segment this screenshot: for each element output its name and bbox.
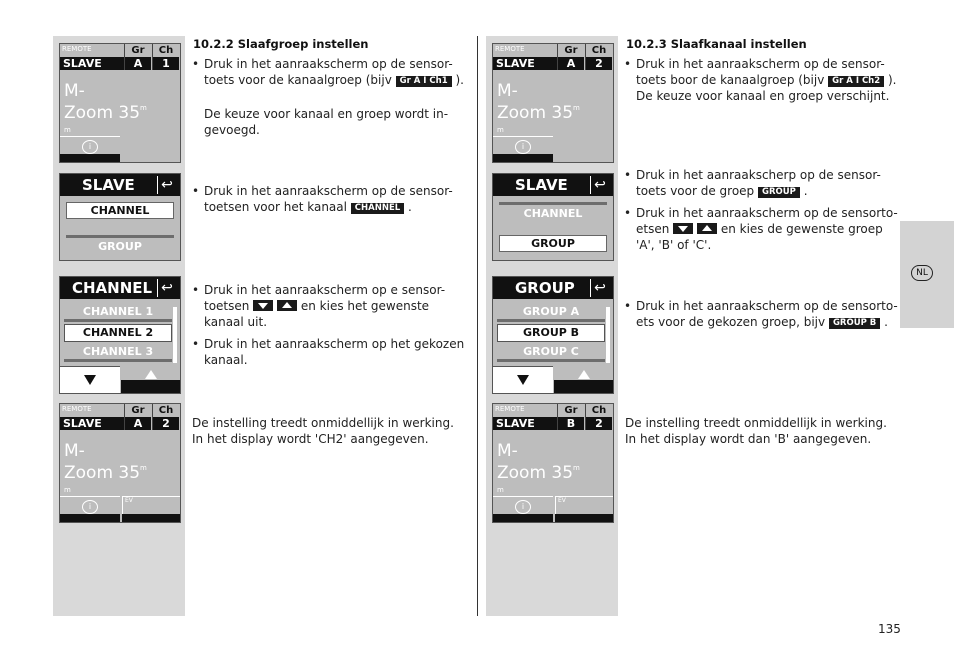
down-arrow-icon — [673, 223, 693, 234]
list-item-group-b[interactable]: GROUP B — [497, 324, 605, 342]
mm-top: m — [573, 104, 580, 112]
text: toetsen — [204, 299, 250, 313]
softkey-bar — [122, 514, 180, 522]
instruction-step-4 — [192, 336, 489, 368]
menu-item-channel[interactable]: CHANNEL — [66, 202, 174, 219]
key-chip: Gr A I Ch2 — [828, 76, 884, 87]
text: toets voor de groep — [636, 184, 755, 198]
group-value: A — [125, 417, 151, 430]
back-icon[interactable]: ↩ — [590, 279, 609, 297]
text: In het display wordt dan 'B' aangegeven. — [625, 432, 872, 446]
slave-label: SLAVE — [493, 57, 557, 70]
back-icon[interactable]: ↩ — [157, 176, 176, 194]
group-value: B — [558, 417, 584, 430]
text: Druk in het aanraakscherm op de sensor- — [204, 184, 453, 198]
text: . — [803, 184, 808, 198]
zoom-label: Zoom 35 — [497, 103, 574, 123]
channel-value: 2 — [153, 417, 179, 430]
info-icon: i — [515, 500, 531, 514]
instruction-step-3 — [192, 282, 489, 330]
text: en kies de gewenste groep — [720, 222, 883, 236]
text: Druk in het aanraakscherm op de sensor- — [636, 57, 885, 71]
mm-bottom: m — [64, 486, 71, 494]
text: Druk in het aanraakscherm op de sensorto- — [636, 206, 898, 220]
mode-label: M- — [64, 441, 85, 461]
up-arrow-icon — [697, 223, 717, 234]
back-icon[interactable]: ↩ — [590, 176, 609, 194]
key-chip: GROUP — [758, 187, 800, 198]
channel-value: 2 — [586, 417, 612, 430]
text: . — [408, 200, 412, 214]
zoom-label: Zoom 35 — [497, 463, 574, 483]
page-number: 135 — [878, 622, 901, 636]
key-chip: Gr A I Ch1 — [396, 76, 452, 87]
channel-value: 2 — [586, 57, 612, 70]
instruction-step-1 — [624, 56, 908, 104]
text: De instelling treedt onmiddellijk in werking. — [625, 416, 887, 430]
channel-header: Ch — [158, 405, 174, 416]
menu-title: SLAVE — [60, 174, 180, 196]
list-item-group-c[interactable]: GROUP C — [497, 344, 605, 362]
language-badge: NL — [911, 265, 933, 281]
info-icon: i — [515, 140, 531, 154]
key-chip: CHANNEL — [351, 203, 404, 214]
info-icon: i — [82, 140, 98, 154]
text: De instelling treedt onmiddellijk in werking. — [192, 416, 454, 430]
up-arrow-icon — [277, 300, 297, 311]
scrollbar[interactable] — [173, 307, 177, 363]
remote-label: REMOTE — [495, 405, 525, 413]
display-slave-menu[interactable] — [492, 173, 614, 261]
instruction-step-2 — [192, 183, 489, 215]
menu-item-group[interactable]: GROUP — [66, 235, 174, 252]
down-arrow-button[interactable] — [493, 366, 553, 393]
info-button[interactable] — [60, 136, 120, 155]
group-header: Gr — [131, 405, 145, 416]
text: toets boor de kanaalgroep (bijv — [636, 73, 825, 87]
display-slave-menu[interactable] — [59, 173, 181, 261]
instruction-step-3 — [624, 205, 908, 253]
ev-button[interactable]: EV — [122, 496, 180, 514]
remote-label: REMOTE — [62, 45, 92, 53]
menu-item-channel[interactable]: CHANNEL — [499, 202, 607, 219]
result-text — [192, 415, 477, 447]
mode-label: M- — [497, 81, 518, 101]
list-item-group-a[interactable]: GROUP A — [497, 304, 605, 322]
menu-item-group[interactable]: GROUP — [499, 235, 607, 252]
section-heading-slave-group: 10.2.2 Slaafgroep instellen — [193, 37, 369, 51]
group-value: A — [125, 57, 151, 70]
channel-header: Ch — [158, 45, 174, 56]
display-group-list[interactable] — [492, 276, 614, 394]
mm-top: m — [140, 104, 147, 112]
display-channel-list[interactable] — [59, 276, 181, 394]
zoom-label: Zoom 35 — [64, 103, 141, 123]
group-header: Gr — [564, 405, 578, 416]
list-item-channel-1[interactable]: CHANNEL 1 — [64, 304, 172, 322]
slave-label: SLAVE — [60, 417, 124, 430]
text: toetsen voor het kanaal — [204, 200, 347, 214]
mm-bottom: m — [497, 126, 504, 134]
text: . — [884, 315, 888, 329]
info-icon: i — [82, 500, 98, 514]
display-status-initial[interactable] — [59, 43, 181, 163]
ev-button[interactable]: EV — [555, 496, 613, 514]
text: Druk in het aanraakscherp op de sensor- — [636, 168, 881, 182]
display-status-result[interactable] — [492, 403, 614, 523]
list-title: CHANNEL — [60, 277, 180, 299]
softkey-bar — [555, 514, 613, 522]
text: gevoegd. — [204, 123, 260, 137]
mm-bottom: m — [64, 126, 71, 134]
instruction-step-2 — [624, 167, 908, 199]
channel-value: 1 — [153, 57, 179, 70]
back-icon[interactable]: ↩ — [157, 279, 176, 297]
list-item-channel-3[interactable]: CHANNEL 3 — [64, 344, 172, 362]
softkey-bar — [493, 154, 553, 162]
slave-label: SLAVE — [493, 417, 557, 430]
mm-top: m — [140, 464, 147, 472]
softkey-bar — [60, 154, 120, 162]
group-header: Gr — [564, 45, 578, 56]
text: ). — [887, 73, 897, 87]
info-button[interactable] — [493, 496, 553, 515]
channel-header: Ch — [591, 45, 607, 56]
mm-bottom: m — [497, 486, 504, 494]
mm-top: m — [573, 464, 580, 472]
down-arrow-icon — [253, 300, 273, 311]
group-header: Gr — [131, 45, 145, 56]
softkey-bar — [493, 514, 553, 522]
group-value: A — [558, 57, 584, 70]
section-heading-slave-channel: 10.2.3 Slaafkanaal instellen — [626, 37, 807, 51]
channel-header: Ch — [591, 405, 607, 416]
slave-label: SLAVE — [60, 57, 124, 70]
text: 'A', 'B' of 'C'. — [636, 238, 712, 252]
softkey-bar — [60, 514, 120, 522]
info-button[interactable] — [493, 136, 553, 155]
mode-label: M- — [497, 441, 518, 461]
display-status-result[interactable] — [59, 403, 181, 523]
text: toets voor de kanaalgroep (bijv — [204, 73, 392, 87]
key-chip: GROUP B — [829, 318, 880, 329]
zoom-label: Zoom 35 — [64, 463, 141, 483]
scrollbar[interactable] — [606, 307, 610, 363]
up-arrow-button[interactable] — [121, 367, 180, 393]
text: Druk in het aanraakscherm op de sensor- — [204, 57, 453, 71]
text: ). — [455, 73, 464, 87]
mode-label: M- — [64, 81, 85, 101]
text: De keuze voor kanaal en groep verschijnt. — [636, 89, 890, 103]
menu-title: SLAVE — [493, 174, 613, 196]
text: en kies het gewenste — [300, 299, 430, 313]
text: etsen — [636, 222, 670, 236]
text: Druk in het aanraakscherm op e sensor- — [204, 283, 446, 297]
instruction-step-1 — [192, 56, 489, 88]
result-text — [625, 415, 897, 447]
text: De keuze voor kanaal en groep wordt in- — [204, 107, 449, 121]
instruction-step-4 — [624, 298, 908, 330]
text: Druk in het aanraakscherm op het gekozen — [204, 337, 465, 351]
remote-label: REMOTE — [495, 45, 525, 53]
text: kanaal uit. — [204, 315, 268, 329]
text: In het display wordt 'CH2' aangegeven. — [192, 432, 429, 446]
up-arrow-button[interactable] — [554, 367, 613, 393]
text: Druk in het aanraakscherm op de sensorto- — [636, 299, 898, 313]
instruction-note — [204, 106, 464, 138]
down-arrow-button[interactable] — [60, 366, 120, 393]
text: ets voor de gekozen groep, bijv — [636, 315, 826, 329]
remote-label: REMOTE — [62, 405, 92, 413]
info-button[interactable] — [60, 496, 120, 515]
display-status-initial[interactable] — [492, 43, 614, 163]
text: kanaal. — [204, 353, 248, 367]
list-item-channel-2[interactable]: CHANNEL 2 — [64, 324, 172, 342]
list-title: GROUP — [493, 277, 613, 299]
